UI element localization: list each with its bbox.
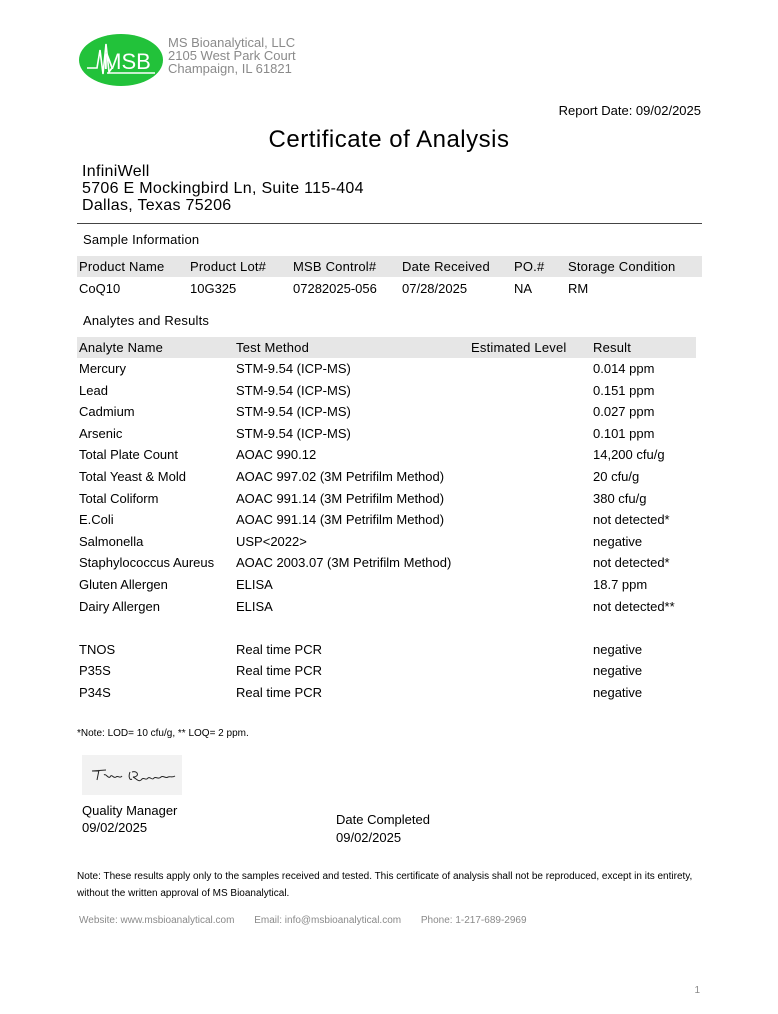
date-completed-label: Date Completed	[336, 812, 430, 827]
result-row	[77, 383, 702, 405]
analyte-name: P34S	[79, 685, 111, 700]
test-method: AOAC 991.14 (3M Petrifilm Method)	[236, 512, 445, 528]
test-method: AOAC 990.12	[236, 447, 317, 463]
sample-header-storage-condition: Storage Condition	[568, 259, 676, 274]
analyte-name: Total Coliform	[79, 490, 159, 506]
result-row	[77, 555, 702, 577]
result-row	[77, 469, 702, 491]
result-row	[77, 642, 702, 664]
sample-header-product-name: Product Name	[79, 259, 165, 274]
result-row	[77, 361, 702, 383]
result-value: not detected*	[593, 512, 670, 528]
company-logo	[79, 34, 163, 86]
sample-header-msb-control: MSB Control#	[293, 259, 377, 274]
sample-po: NA	[514, 281, 533, 296]
analyte-name: E.Coli	[79, 512, 114, 528]
company-info	[168, 36, 296, 75]
analyte-name: Staphylococcus Aureus	[79, 555, 215, 571]
page-title: Certificate of Analysis	[268, 126, 510, 153]
result-row	[77, 426, 702, 448]
test-method: Real time PCR	[236, 641, 322, 657]
result-value: negative	[593, 641, 643, 657]
results-header-result: Result	[593, 340, 632, 355]
disclaimer: Note: These results apply only to the samples received and tested. This certificate of analysis shall not be reproduced, except in its entirety, without the written approval of MS Bioanalytical.	[77, 871, 693, 899]
result-value: negative	[593, 685, 643, 700]
company-name: MS Bioanalytical, LLC	[168, 35, 296, 50]
sample-header-po: PO.#	[514, 259, 545, 274]
result-row	[77, 512, 702, 534]
result-value: 0.027 ppm	[593, 404, 655, 420]
results-table-header	[77, 337, 696, 358]
contact-website: Website: www.msbioanalytical.com	[79, 915, 235, 926]
page-number: 1	[694, 985, 700, 996]
quality-manager-date: 09/02/2025	[82, 820, 148, 835]
result-row	[77, 620, 702, 642]
test-method: Real time PCR	[236, 685, 322, 700]
result-value: 0.151 ppm	[593, 382, 655, 398]
test-method: ELISA	[236, 577, 273, 592]
date-completed-date: 09/02/2025	[336, 830, 402, 845]
test-method: STM-9.54 (ICP-MS)	[236, 404, 351, 420]
client-name: InfiniWell	[82, 163, 150, 180]
test-method: STM-9.54 (ICP-MS)	[236, 361, 351, 376]
sample-table-header	[77, 256, 702, 277]
test-method: AOAC 997.02 (3M Petrifilm Method)	[236, 469, 445, 484]
contact-phone: Phone: 1-217-689-2969	[420, 915, 527, 926]
result-value: 0.101 ppm	[593, 425, 655, 441]
date-completed-block	[336, 811, 430, 847]
analyte-name: Dairy Allergen	[79, 598, 160, 614]
analyte-name: Cadmium	[79, 404, 135, 420]
result-row	[77, 534, 702, 556]
analyte-name: Mercury	[79, 361, 126, 376]
result-value: 0.014 ppm	[593, 361, 655, 376]
test-method: STM-9.54 (ICP-MS)	[236, 382, 351, 398]
analyte-name: TNOS	[79, 641, 116, 657]
analyte-name: Total Yeast & Mold	[79, 469, 186, 484]
client-info	[82, 163, 364, 214]
analyte-name: Arsenic	[79, 425, 123, 441]
sample-header-date-received: Date Received	[402, 259, 490, 274]
result-value: not detected*	[593, 555, 670, 571]
result-row	[77, 577, 702, 599]
test-method: Real time PCR	[236, 663, 322, 679]
report-date: Report Date: 09/02/2025	[558, 103, 701, 118]
result-row	[77, 599, 702, 621]
analyte-name: Salmonella	[79, 533, 144, 549]
result-row	[77, 447, 702, 469]
contact-email: Email: info@msbioanalytical.com	[254, 915, 402, 926]
analyte-name: Gluten Allergen	[79, 577, 168, 592]
sample-header-product-lot: Product Lot#	[190, 259, 267, 274]
result-value: not detected**	[593, 598, 675, 614]
result-row	[77, 404, 702, 426]
sample-product-name: CoQ10	[79, 281, 121, 296]
signature-image	[82, 755, 182, 795]
quality-manager-block	[82, 802, 177, 836]
analyte-name: Lead	[79, 382, 108, 398]
result-value: negative	[593, 533, 643, 549]
test-method: STM-9.54 (ICP-MS)	[236, 425, 351, 441]
sample-product-lot: 10G325	[190, 281, 237, 296]
company-address-line2: Champaign, IL 61821	[168, 61, 292, 76]
sample-table-row	[77, 281, 702, 303]
sample-date-received: 07/28/2025	[402, 281, 468, 296]
sample-storage-condition: RM	[568, 281, 589, 296]
client-address-line2: Dallas, Texas 75206	[82, 197, 232, 214]
contact-info	[79, 915, 544, 926]
results-header-estimated-level: Estimated Level	[471, 340, 567, 355]
quality-manager-label: Quality Manager	[82, 803, 178, 818]
result-value: 14,200 cfu/g	[593, 447, 665, 463]
test-method: AOAC 2003.07 (3M Petrifilm Method)	[236, 555, 452, 571]
result-row	[77, 491, 702, 513]
analyte-name: P35S	[79, 663, 111, 679]
result-row	[77, 663, 702, 685]
logo-text: MSB	[103, 49, 151, 74]
results-header-analyte: Analyte Name	[79, 340, 164, 355]
result-value: 20 cfu/g	[593, 469, 640, 484]
analyte-name: Total Plate Count	[79, 447, 179, 463]
results-section-label: Analytes and Results	[83, 313, 210, 328]
header-divider	[77, 223, 702, 224]
sample-msb-control: 07282025-056	[293, 281, 377, 296]
company-address-line1: 2105 West Park Court	[168, 48, 296, 63]
results-header-test-method: Test Method	[236, 340, 310, 355]
result-value: 380 cfu/g	[593, 490, 647, 506]
sample-section-label: Sample Information	[83, 232, 200, 247]
test-method: ELISA	[236, 598, 273, 614]
test-method: AOAC 991.14 (3M Petrifilm Method)	[236, 490, 445, 506]
result-value: 18.7 ppm	[593, 577, 648, 592]
result-value: negative	[593, 663, 643, 679]
client-address-line1: 5706 E Mockingbird Ln, Suite 115-404	[82, 180, 364, 197]
test-method: USP<2022>	[236, 533, 307, 549]
lod-note: *Note: LOD= 10 cfu/g, ** LOQ= 2 ppm.	[77, 728, 249, 739]
result-row	[77, 685, 702, 707]
